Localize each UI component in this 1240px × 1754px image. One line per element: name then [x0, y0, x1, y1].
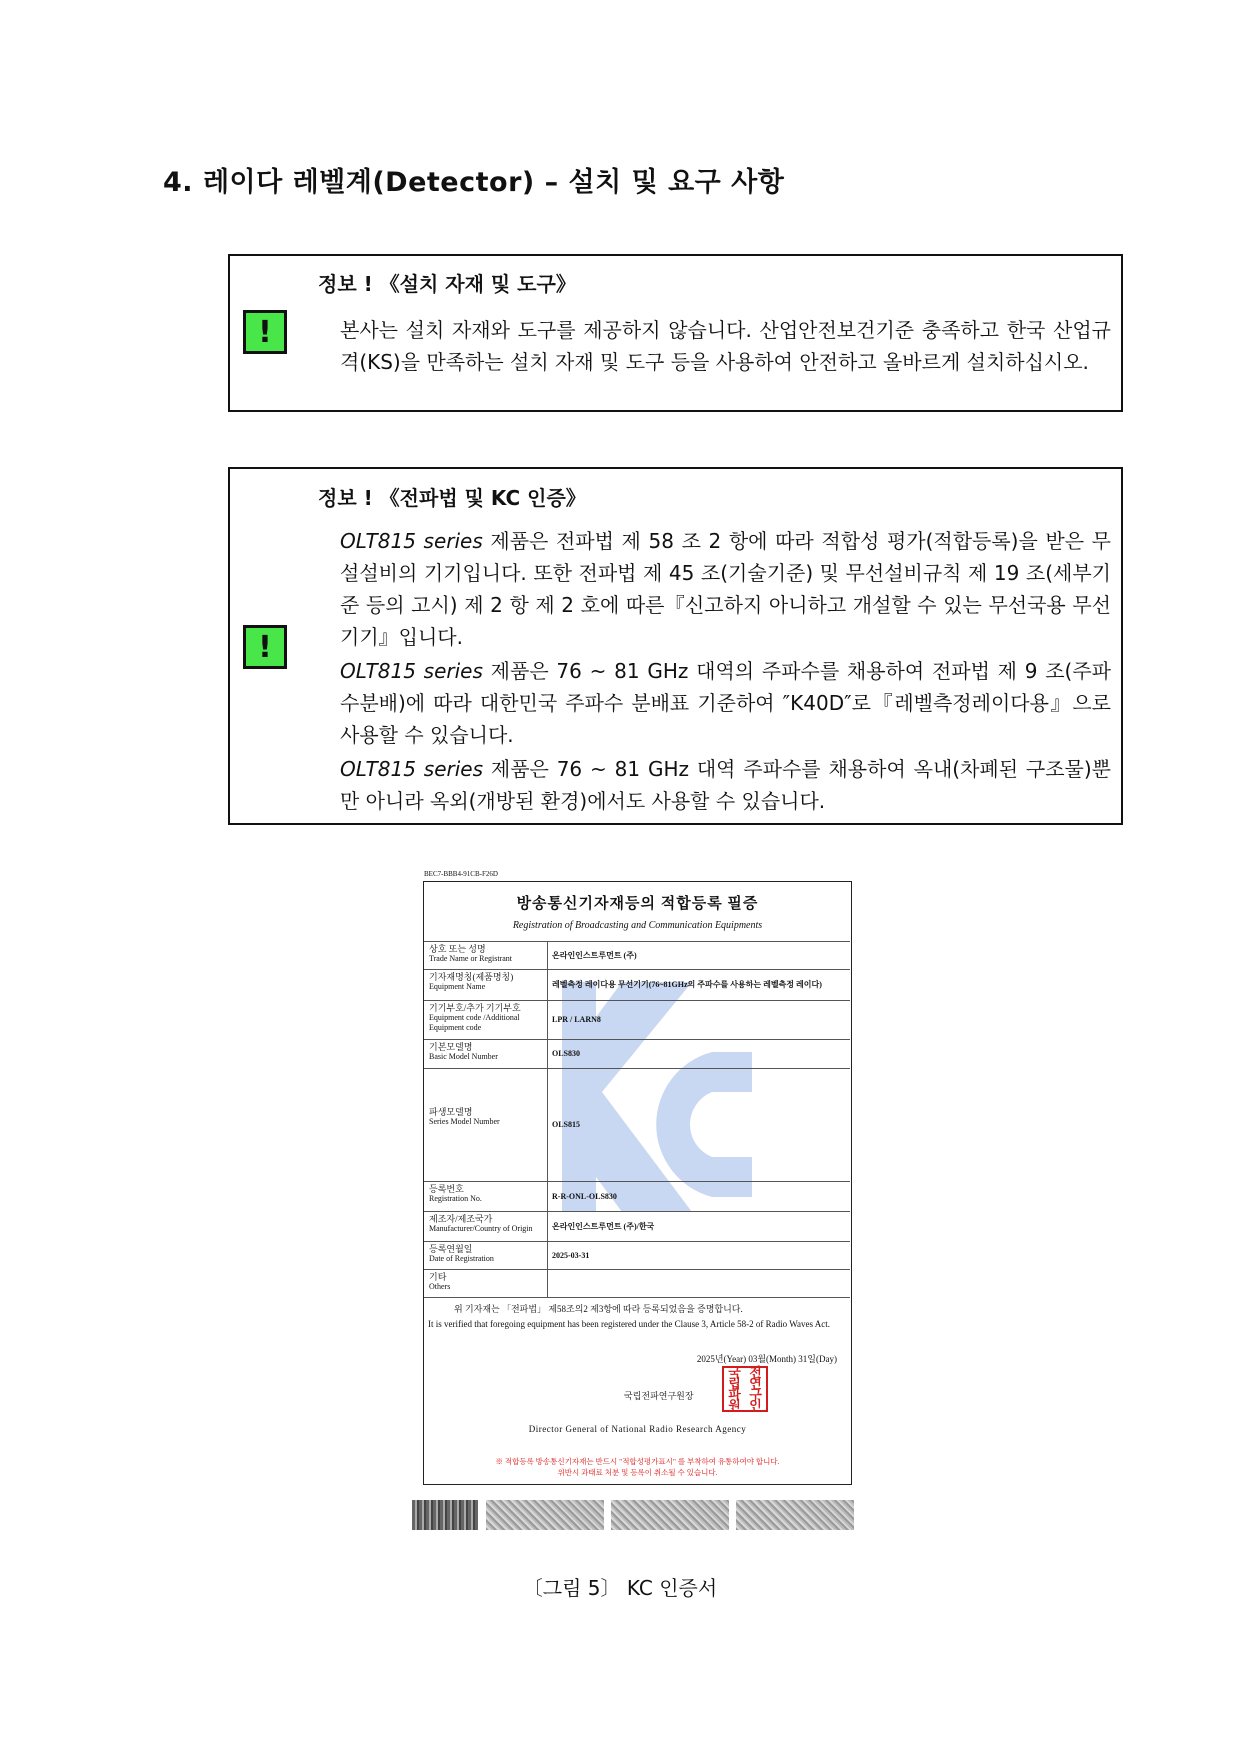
seal-char: 연: [749, 1377, 762, 1392]
row-value: LPR / LARN8: [552, 1015, 601, 1024]
paragraph-text: 제품은 76 ~ 81 GHz 대역의 주파수를 채용하여 전파법 제 9 조(주파수분배)에 따라 대한민국 주파수 분배표 기준하여 ″K40D″로『레벨측정레이다용』으로 사용할 수 있습니다.: [340, 659, 1111, 747]
info-box-body: [340, 525, 1111, 819]
seal-char: 전: [749, 1366, 762, 1381]
seal-char: 원: [728, 1399, 741, 1414]
row-label-ko: 기기부호/추가 기기부호: [429, 1003, 521, 1013]
product-name: OLT815 series: [340, 757, 484, 781]
paragraph-text: 제품은 전파법 제 58 조 2 항에 따라 적합성 평가(적합등록)을 받은 무설설비의 기기입니다. 또한 전파법 제 45 조(기술기준) 및 무선설비규칙 제 19 조(세부기준 등의 고시) 제 2 항 제 2 호에 따른『신고하지 아니하고 개설할 수 있는 무선국용 무선기기』입니다.: [340, 529, 1111, 649]
verification-statement: [428, 1302, 847, 1332]
seal-char: 구: [749, 1388, 762, 1403]
certificate-notice: [424, 1456, 851, 1478]
certificate-subtitle: Registration of Broadcasting and Communication Equipments: [512, 920, 763, 931]
row-value: 레벨측정 레이다용 무선기기(76~81GHz의 주파수를 사용하는 레벨측정 레이다): [552, 980, 822, 989]
certificate-table: [424, 941, 850, 1298]
row-label-en: Basic Model Number: [429, 1052, 498, 1061]
row-label-ko: 등록번호: [429, 1184, 464, 1194]
info-paragraph: 본사는 설치 자재와 도구를 제공하지 않습니다. 산업안전보건기준 충족하고 한국 산업규격(KS)을 만족하는 설치 자재 및 도구 등을 사용하여 안전하고 올바르게 설치하십시오.: [340, 318, 1111, 374]
product-name: OLT815 series: [340, 659, 483, 683]
security-pattern-strip: [736, 1500, 854, 1530]
row-label-en: Manufacturer/Country of Origin: [429, 1224, 533, 1233]
kc-certificate: [423, 881, 852, 1485]
notice-line: ※ 적합등록 방송통신기자재는 반드시 "적합성평가표시" 를 부착하여 유통하여야 합니다.: [495, 1457, 780, 1466]
seal-char: 인: [749, 1399, 762, 1414]
table-row: [424, 1039, 850, 1068]
row-value: OLS815: [552, 1120, 581, 1129]
security-pattern-strip: [412, 1500, 478, 1530]
paragraph-text: 제품은 76 ~ 81 GHz 대역 주파수를 채용하여 옥내(차폐된 구조물)뿐만 아니라 옥외(개방된 환경)에서도 사용할 수 있습니다.: [340, 757, 1111, 813]
seal-char: 파: [728, 1388, 741, 1403]
row-value: R-R-ONL-OLS830: [552, 1191, 617, 1201]
warning-exclamation-icon: !: [243, 310, 287, 354]
info-box-body: [340, 314, 1111, 380]
seal-char: 립: [728, 1377, 741, 1392]
table-row: [424, 1068, 850, 1181]
product-name: OLT815 series: [340, 529, 483, 553]
row-label-ko: 파생모델명: [429, 1107, 473, 1117]
info-box-installation: [228, 254, 1123, 412]
security-pattern-strip: [611, 1500, 729, 1530]
row-value: 온라인인스트루먼트 (주): [552, 950, 637, 960]
certificate-code: BEC7-BBB4-91CB-F26D: [424, 870, 498, 878]
info-box-title: 정보 ! 《전파법 및 KC 인증》: [318, 486, 586, 510]
info-box-radio-law: [228, 467, 1123, 825]
row-value: OLS830: [552, 1049, 581, 1058]
row-label-en: Registration No.: [429, 1194, 482, 1203]
row-value: 온라인인스트루먼트 (주)/한국: [552, 1221, 655, 1231]
table-row: [424, 1269, 850, 1298]
seal-char: 국: [728, 1366, 741, 1381]
table-row: [424, 1000, 850, 1039]
figure-caption: 〔그림 5〕 KC 인증서: [522, 1576, 718, 1600]
issue-date: 2025년(Year) 03월(Month) 31일(Day): [696, 1354, 837, 1364]
verification-ko: 위 기자재는 「전파법」 제58조의2 제3항에 따라 등록되었음을 증명합니다.: [454, 1304, 743, 1314]
certificate-title: 방송통신기자재등의 적합등록 필증: [516, 896, 759, 912]
section-heading: 4. 레이다 레벨계(Detector) – 설치 및 요구 사항: [163, 167, 785, 198]
row-value: 2025-03-31: [552, 1250, 590, 1260]
row-label-ko: 기자재명칭(제품명칭): [429, 972, 514, 982]
row-label-ko: 기타: [429, 1272, 447, 1282]
info-paragraph: [340, 655, 1111, 751]
info-paragraph: [340, 753, 1111, 817]
row-label-en: Equipment Name: [429, 982, 486, 991]
row-label-ko: 등록연월일: [429, 1244, 473, 1254]
table-row: [424, 969, 850, 1000]
warning-exclamation-icon: !: [243, 625, 287, 669]
row-label-en: Others: [429, 1282, 451, 1291]
row-label-en: Date of Registration: [429, 1254, 494, 1263]
table-row: [424, 1211, 850, 1241]
info-paragraph: [340, 525, 1111, 653]
info-box-title: 정보 ! 《설치 자재 및 도구》: [318, 272, 576, 296]
security-pattern-strip: [486, 1500, 604, 1530]
table-row: [424, 1181, 850, 1211]
director-title-ko: 국립전파연구원장: [624, 1391, 694, 1401]
director-title-en: Director General of National Radio Research Agency: [528, 1424, 747, 1434]
row-value: [548, 1270, 850, 1297]
row-label-en: Equipment code /Additional Equipment code: [429, 1013, 520, 1032]
row-label-en: Trade Name or Registrant: [429, 954, 513, 963]
table-row: [424, 941, 850, 969]
table-row: [424, 1241, 850, 1269]
notice-line: 위반시 과태료 처분 및 등록이 취소될 수 있습니다.: [557, 1468, 718, 1477]
row-label-ko: 기본모델명: [429, 1042, 473, 1052]
row-label-ko: 제조자/제조국가: [429, 1214, 493, 1224]
verification-en: It is verified that foregoing equipment has been registered under the Clause 3, Article 58-2 of Radio Waves Act.: [428, 1319, 830, 1329]
official-seal-stamp: [722, 1366, 768, 1412]
row-label-ko: 상호 또는 성명: [429, 944, 486, 954]
row-label-en: Series Model Number: [429, 1117, 500, 1126]
